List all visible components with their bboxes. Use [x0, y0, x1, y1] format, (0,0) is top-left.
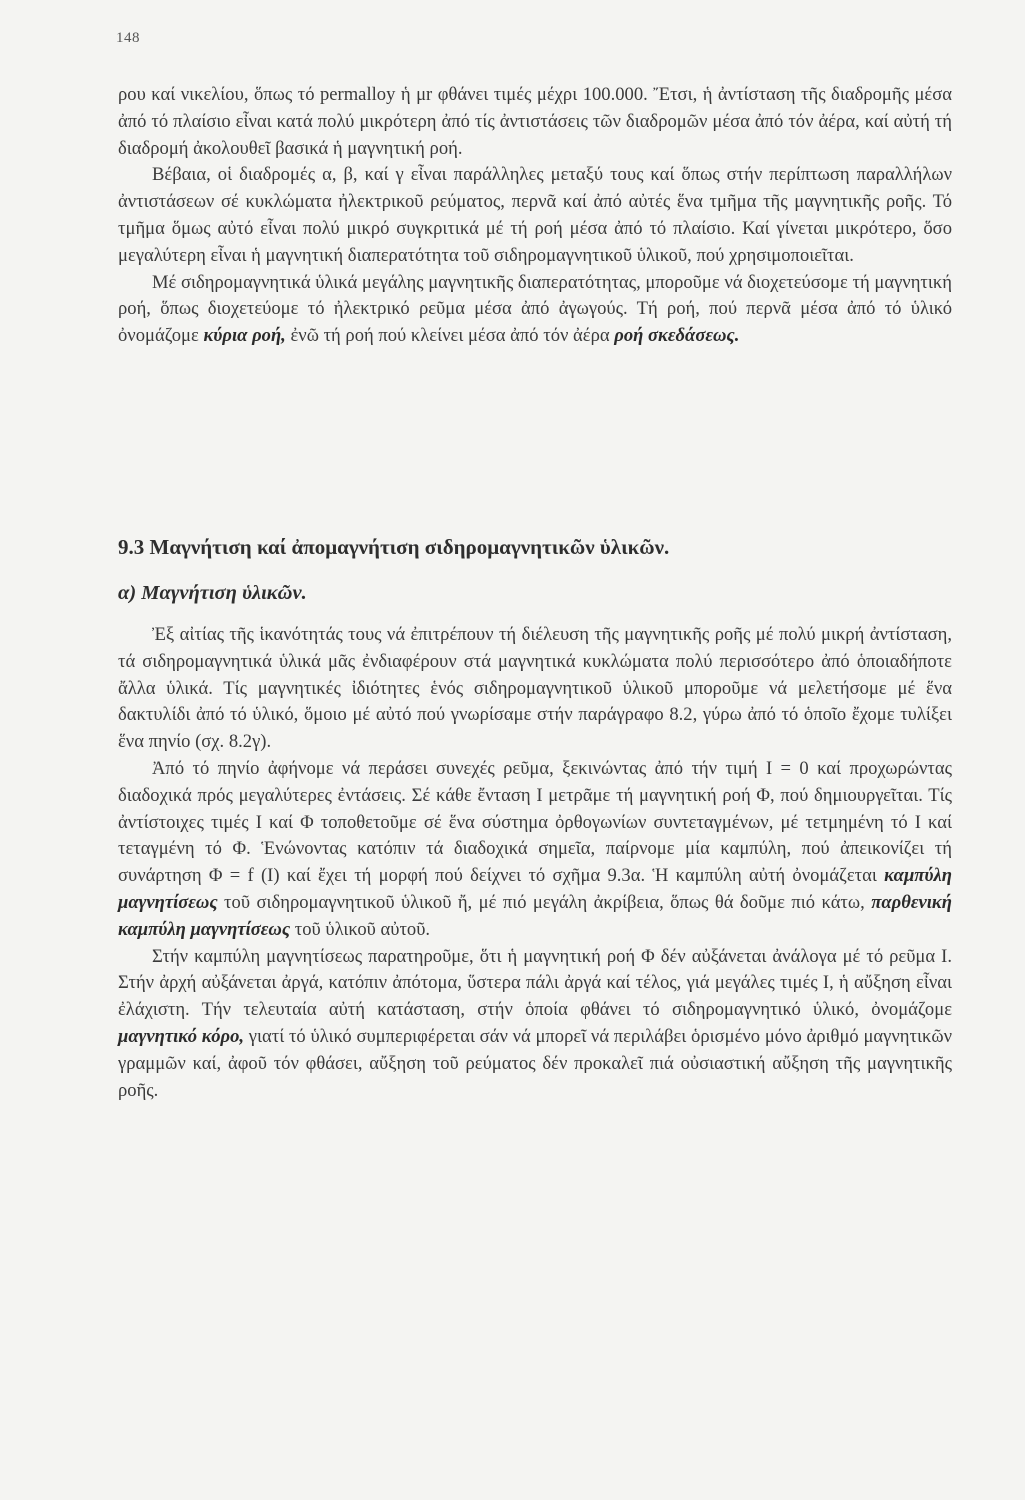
paragraph-text: τοῦ ὑλικοῦ αὐτοῦ. [290, 918, 431, 940]
paragraph: Ἐξ αἰτίας τῆς ἱκανότητάς τους νά ἐπιτρέπουν τή διέλευση τῆς μαγνητικῆς ροῆς μέ πολύ μικρή ἀντίσταση, τά σιδηρομαγνητικά ὑλικά μᾶς ἐνδιαφέρουν στά μαγνητικά κυκλώματα πολύ περισσότερο ἀπό ὁποιαδήποτε ἄλλα ὑλικά. Τίς μαγνητικές ἰδιότητες ἑνός σιδηρομαγνητικοῦ ὑλικοῦ μποροῦμε νά μελετήσομε μέ ἕνα δακτυλίδι ἀπό τό ὑλικό, ὅμοιο μέ αὐτό πού γνωρίσαμε στήν παράγραφο 8.2, γύρω ἀπό τό ὁποῖο ἔχομε τυλίξει ἕνα πηνίο (σχ. 8.2γ). [118, 624, 952, 753]
term-virgin-curve: παρθενική καμπύλη μαγνητίσεως [118, 891, 952, 940]
subsection-title: α) Μαγνήτιση ὑλικῶν. [118, 582, 307, 604]
paragraph [118, 944, 952, 1105]
paragraph-text: τοῦ σιδηρομαγνητικοῦ ὑλικοῦ ἤ, μέ πιό μεγάλη ἀκρίβεια, ὅπως θά δοῦμε πιό κάτω, [217, 891, 872, 913]
page-number: 148 [116, 30, 140, 46]
term-leakage-flux: ροή σκεδάσεως. [614, 325, 740, 347]
text-block-intro [118, 82, 952, 350]
paragraph [118, 756, 952, 944]
term-magnetic-saturation: μαγνητικό κόρο, [118, 1025, 245, 1047]
paragraph-text: Ἀπό τό πηνίο ἀφήνομε νά περάσει συνεχές ρεῦμα, ξεκινώντας ἀπό τήν τιμή I = 0 καί προχωρώντας διαδοχικά πρός μεγαλύτερες ἐντάσεις. Σέ κάθε ἔνταση I μετρᾶμε τή μαγνητική ροή Φ, πού δημιουργεῖται. Τίς ἀντίστοιχες τιμές I καί Φ τοποθετοῦμε σέ ἕνα σύστημα ὀρθογωνίων συντεταγμένων, μέ τετμημένη τό I καί τεταγμένη τό Φ. Ἑνώνοντας κατόπιν τά διαδοχικά σημεῖα, παίρνομε μία καμπύλη, πού ἀπεικονίζει τή συνάρτηση Φ = f (I) καί ἔχει τή μορφή πού δείχνει τό σχῆμα 9.3α. Ἡ καμπύλη αὐτή ὀνομάζεται [118, 757, 952, 887]
paragraph: Βέβαια, οἱ διαδρομές α, β, καί γ εἶναι παράλληλες μεταξύ τους καί ὅπως στήν περίπτωση παραλλήλων ἀντιστάσεων σέ κυκλώματα ἠλεκτρικοῦ ρεύματος, περνᾶ καί ἀπό αὐτές ἕνα τμῆμα τῆς μαγνητικῆς ροῆς. Τό τμῆμα ὅμως αὐτό εἶναι πολύ μικρό συγκριτικά μέ τή ροή μέσα ἀπό τό πλαίσιο. Καί γίνεται μικρότερο, ὅσο μεγαλύτερη εἶναι ἡ μαγνητική διαπερατότητα τοῦ σιδηρομαγνητικοῦ ὑλικοῦ, πού χρησιμοποιεῖται. [118, 164, 952, 266]
paragraph-text: Μέ σιδηρομαγνητικά ὑλικά μεγάλης μαγνητικῆς διαπερατότητας, μποροῦμε νά διοχετεύσομε τή μαγνητική ροή, ὅπως διοχετεύομε τό ἠλεκτρικό ρεῦμα μέσα ἀπό ἀγωγούς. Τή ροή, πού περνᾶ μέσα ἀπό τό ὑλικό ὀνομάζομε [118, 271, 952, 347]
section-title: 9.3 Μαγνήτιση καί ἀπομαγνήτιση σιδηρομαγνητικῶν ὑλικῶν. [118, 535, 670, 559]
paragraph: ρου καί νικελίου, ὅπως τό permalloy ἡ μr φθάνει τιμές μέχρι 100.000. Ἔτσι, ἡ ἀντίσταση τῆς διαδρομῆς μέσα ἀπό τό πλαίσιο εἶναι κατά πολύ μικρότερη ἀπό τίς ἀντιστάσεις τῶν διαδρομῶν μέσα ἀπό τόν ἀέρα, καί αὐτή τή διαδρομή ἀκολουθεῖ βασικά ἡ μαγνητική ροή. [118, 84, 952, 159]
paragraph-text: Στήν καμπύλη μαγνητίσεως παρατηροῦμε, ὅτι ἡ μαγνητική ροή Φ δέν αὐξάνεται ἀνάλογα μέ τό ρεῦμα I. Στήν ἀρχή αὐξάνεται ἀργά, κατόπιν ἀπότομα, ὕστερα πάλι ἀργά καί τέλος, γιά μεγάλες τιμές I, ἡ αὔξηση εἶναι ἐλάχιστη. Τήν τελευταία αὐτή κατάσταση, στήν ὁποία φθάνει τό σιδηρομαγνητικό ὑλικό, ὀνομάζομε [118, 945, 952, 1021]
term-main-flux: κύρια ροή, [203, 325, 286, 347]
paragraph-text: ἐνῶ τή ροή πού κλείνει μέσα ἀπό τόν ἀέρα [285, 325, 615, 347]
term-magnetization-curve: καμπύλη μαγνητίσεως [118, 865, 952, 913]
paragraph [118, 270, 952, 350]
text-block-magnetization [118, 622, 952, 1104]
paragraph-text: γιατί τό ὑλικό συμπεριφέρεται σάν νά μπορεῖ νά περιλάβει ὁρισμένο μόνο ἀριθμό μαγνητικῶν γραμμῶν καί, ἀφοῦ τόν φθάσει, αὔξηση τοῦ ρεύματος δέν προκαλεῖ πιά οὐσιαστική αὔξηση τῆς μαγνητικῆς ροῆς. [118, 1025, 952, 1101]
